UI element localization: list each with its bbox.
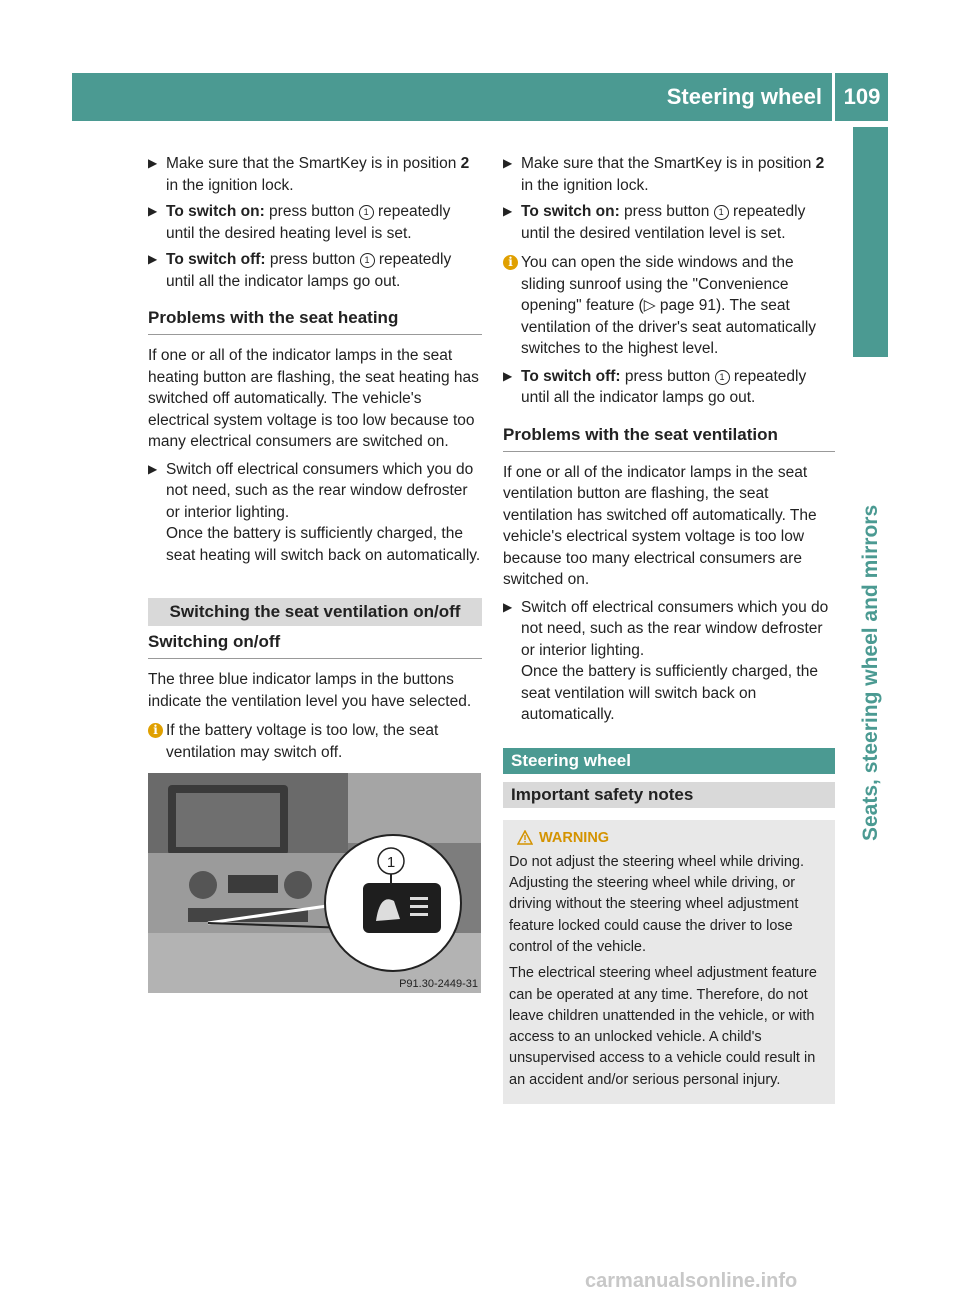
list-item: ▶ Switch off electrical consumers which you do not need, such as the rear window defroster or interior lighting. Once the battery is sufficiently charged, the seat ventilation will switch back on automatically. bbox=[503, 598, 829, 723]
list-item: ▶ To switch off: press button 1 repeatedly until all the indicator lamps go out. bbox=[148, 251, 452, 290]
arrow-icon: ▶ bbox=[148, 204, 158, 218]
info-icon: i bbox=[503, 255, 518, 270]
info-note: i If the battery voltage is too low, the seat ventilation may switch off. bbox=[148, 720, 482, 763]
paragraph: If one or all of the indicator lamps in the seat heating button are flashing, the seat heating has switched off automatically. The vehicle's electrical system voltage is too low because too many electrical consumers are switched on. bbox=[148, 347, 479, 450]
button-1-icon: 1 bbox=[360, 253, 375, 268]
paragraph: The three blue indicator lamps in the buttons indicate the ventilation level you have selected. bbox=[148, 671, 472, 710]
button-1-icon: 1 bbox=[714, 205, 729, 220]
arrow-icon: ▶ bbox=[503, 204, 513, 218]
page-title: Steering wheel bbox=[666, 84, 822, 109]
info-note: i You can open the side windows and the sliding sunroof using the "Convenience opening" feature (▷ page 91). The seat ventilation of the driver's seat automatically switches to the highest level. bbox=[503, 252, 835, 360]
list-item: ▶ To switch off: press button 1 repeatedly until all the indicator lamps go out. bbox=[503, 367, 807, 406]
list-item: ▶ Switch off electrical consumers which you do not need, such as the rear window defroster or interior lighting. Once the battery is sufficiently charged, the seat heating will switch back on automatically. bbox=[148, 460, 481, 564]
right-column bbox=[503, 153, 835, 1104]
warning-heading: WARNING bbox=[509, 828, 829, 849]
arrow-icon: ▶ bbox=[503, 156, 513, 170]
section-heading: Problems with the seat ventilation bbox=[503, 423, 835, 452]
left-column bbox=[148, 153, 482, 993]
console-illustration bbox=[148, 773, 481, 993]
side-tab-label: Seats, steering wheel and mirrors bbox=[859, 504, 882, 841]
arrow-icon: ▶ bbox=[148, 461, 158, 476]
warning-paragraph: Do not adjust the steering wheel while driving. Adjusting the steering wheel while driving, or driving without the steering wheel adjustment feature locked could cause the driver to lose control of the vehicle. bbox=[509, 853, 804, 955]
section-heading: Problems with the seat heating bbox=[148, 306, 482, 335]
list-item: ▶ To switch on: press button 1 repeatedly until the desired heating level is set. bbox=[148, 203, 451, 242]
list-item: ▶ Make sure that the SmartKey is in position 2 in the ignition lock. bbox=[503, 155, 825, 194]
section-band: Switching the seat ventilation on/off bbox=[148, 598, 482, 626]
image-code: P91.30-2449-31 bbox=[399, 978, 478, 990]
paragraph: If one or all of the indicator lamps in the seat ventilation button are flashing, the seat ventilation has switched off automatically. The vehicle's electrical system voltage is too low because too many electrical consumers are switched on. bbox=[503, 463, 817, 588]
watermark: carmanualsonline.info bbox=[585, 1270, 798, 1292]
list-item: ▶ To switch on: press button 1 repeatedly until the desired ventilation level is set. bbox=[503, 203, 806, 242]
section-heading: Switching on/off bbox=[148, 630, 482, 659]
arrow-icon: ▶ bbox=[148, 252, 158, 266]
subsection-band: Important safety notes bbox=[503, 782, 835, 808]
arrow-icon: ▶ bbox=[148, 156, 158, 170]
section-band: Steering wheel bbox=[503, 748, 835, 774]
warning-triangle-icon bbox=[517, 830, 533, 845]
arrow-icon: ▶ bbox=[503, 599, 513, 614]
button-1-icon: 1 bbox=[715, 370, 730, 385]
warning-box bbox=[503, 820, 835, 1105]
list-item: ▶ Make sure that the SmartKey is in position 2 in the ignition lock. bbox=[148, 155, 470, 194]
arrow-icon: ▶ bbox=[503, 368, 513, 383]
info-icon: i bbox=[148, 723, 163, 738]
callout-number: 1 bbox=[386, 854, 396, 871]
header-divider bbox=[832, 73, 835, 121]
button-1-icon: 1 bbox=[359, 205, 374, 220]
page-number: 109 bbox=[843, 84, 881, 109]
page-reference[interactable]: ▷ page 91 bbox=[643, 297, 716, 314]
warning-paragraph: The electrical steering wheel adjustment feature can be operated at any time. Therefore, do not leave children unattended in the vehicle, or with access to an unlocked vehicle. A child's unsupervised access to a vehicle could result in an accident and/or serious personal injury. bbox=[509, 965, 817, 1088]
side-tab-block bbox=[853, 127, 888, 357]
seat-ventilation-photo bbox=[148, 773, 481, 993]
